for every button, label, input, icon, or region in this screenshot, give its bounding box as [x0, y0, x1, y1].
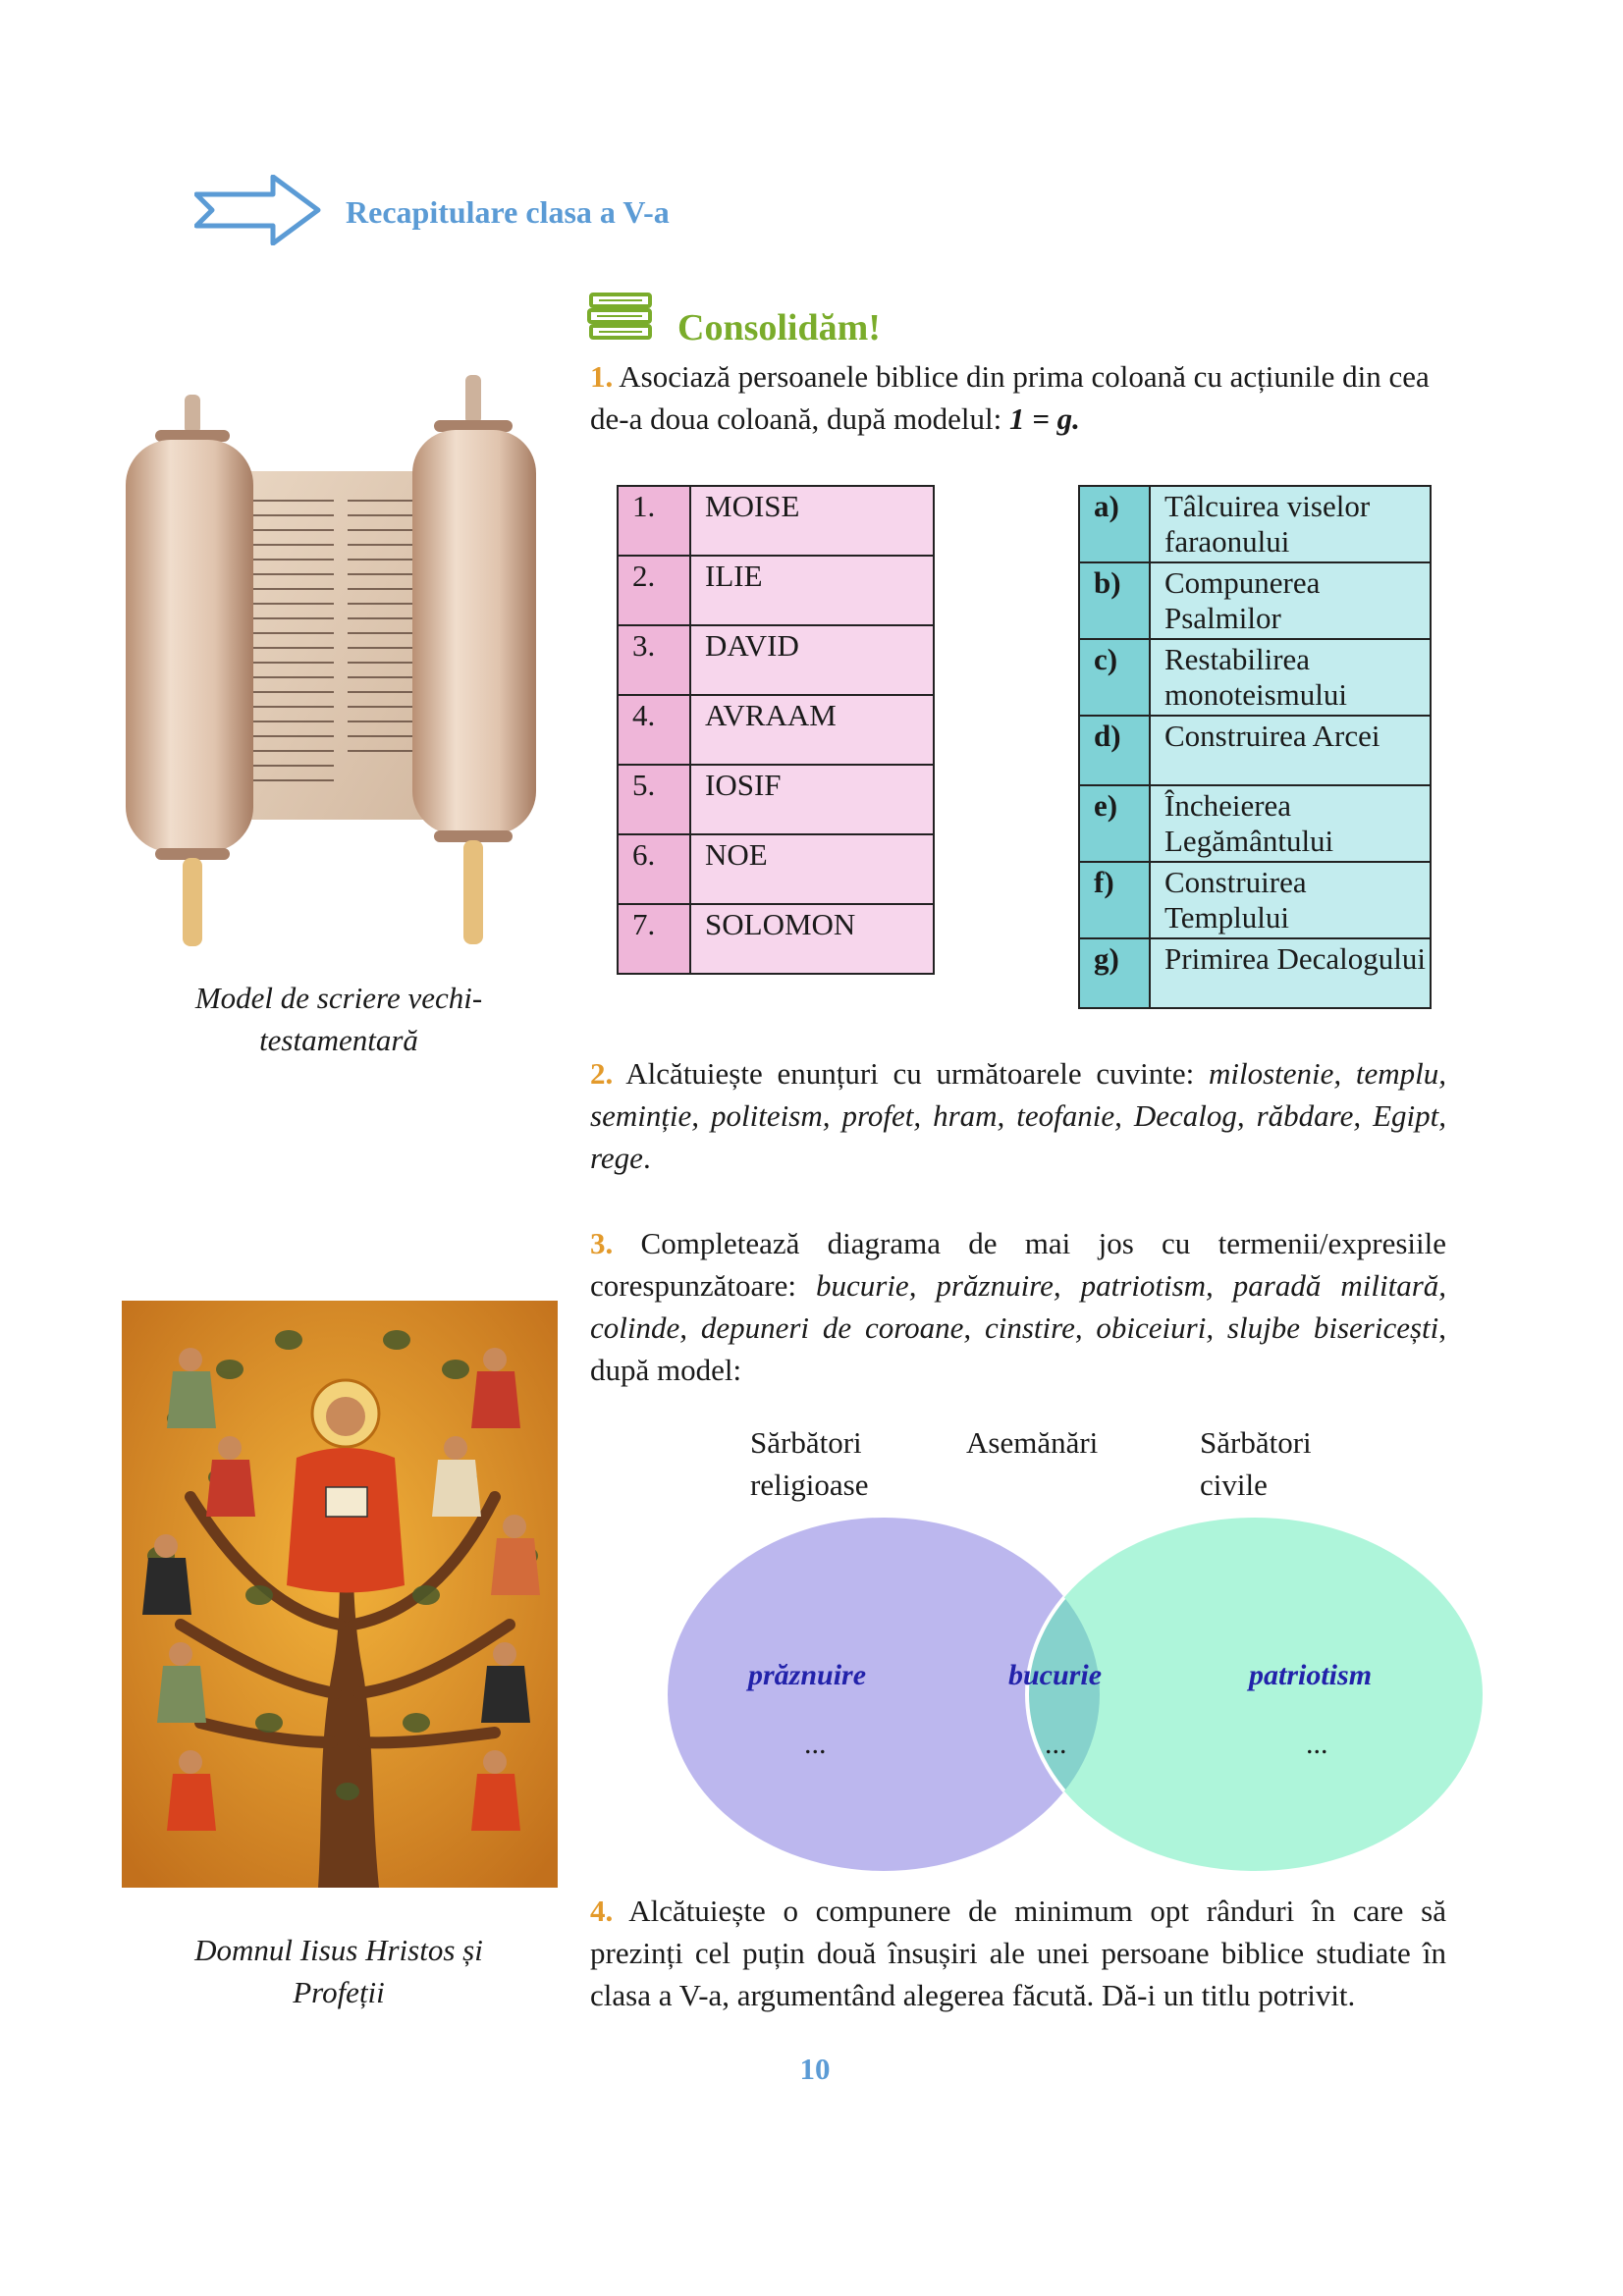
venn-word-civil: patriotism: [1249, 1659, 1373, 1691]
task-4-number: 4.: [590, 1894, 614, 1928]
venn-ellipsis-religious: ...: [804, 1728, 827, 1760]
person-name: IOSIF: [690, 765, 934, 834]
books-icon: [587, 291, 656, 342]
venn-label-civil: Sărbători civile: [1200, 1425, 1312, 1502]
task-1-model: 1 = g.: [1008, 401, 1080, 436]
actions-table: [1078, 485, 1432, 1009]
venn-label-similarities: Asemănări: [966, 1425, 1099, 1460]
table-row: [618, 556, 934, 625]
action-text: Construirea Templului: [1150, 862, 1431, 938]
row-number: 1.: [618, 486, 690, 556]
header-title: Recapitulare clasa a V-a: [346, 194, 670, 230]
action-text: Tâlcuirea viselor faraonului: [1150, 486, 1431, 562]
person-name: ILIE: [690, 556, 934, 625]
table-row: [618, 486, 934, 556]
person-name: AVRAAM: [690, 695, 934, 765]
person-name: DAVID: [690, 625, 934, 695]
row-number: 3.: [618, 625, 690, 695]
row-number: 7.: [618, 904, 690, 974]
table-row: [1079, 486, 1431, 562]
table-row: [1079, 938, 1431, 1008]
row-letter: a): [1079, 486, 1150, 562]
table-row: [618, 904, 934, 974]
venn-word-religious: prăznuire: [748, 1659, 867, 1691]
scroll-caption: Model de scriere vechi-testamentară: [194, 981, 483, 1057]
row-letter: b): [1079, 562, 1150, 639]
task-2-end: .: [642, 1141, 651, 1175]
row-number: 6.: [618, 834, 690, 904]
table-row: [1079, 562, 1431, 639]
task-4: [590, 1890, 1446, 2016]
venn-ellipsis-civil: ...: [1306, 1728, 1328, 1760]
row-number: 5.: [618, 765, 690, 834]
task-4-text: Alcătuiește o compunere de minimum opt rânduri în care să prezinți cel puțin două însușiri ale unei persoane biblice studiate în clasa a V-a, argumentând alegerea făcută. Dă-i un titlu potrivit.: [590, 1894, 1446, 2012]
venn-label-religious: Sărbători religioase: [750, 1425, 869, 1502]
section-title: Consolidăm!: [677, 307, 881, 348]
task-3: [590, 1222, 1446, 1391]
task-3-number: 3.: [590, 1226, 614, 1260]
task-3-words: bucurie, prăznuire, patriotism, paradă militară, colinde, depuneri de coroane, cinstire, obiceiuri, slujbe bisericești: [590, 1268, 1447, 1345]
task-1-text: Asociază persoanele biblice din prima coloană cu acțiunile din cea de-a doua coloană, după modelul:: [590, 359, 1430, 436]
table-row: [1079, 862, 1431, 938]
table-row: [618, 765, 934, 834]
right-arrow-outline-icon: [194, 175, 322, 245]
row-letter: g): [1079, 938, 1150, 1008]
action-text: Construirea Arcei: [1150, 716, 1431, 785]
table-row: [618, 834, 934, 904]
task-2-number: 2.: [590, 1056, 614, 1091]
person-name: NOE: [690, 834, 934, 904]
table-row: [1079, 716, 1431, 785]
task-1: [590, 355, 1446, 440]
persons-table: [617, 485, 935, 975]
person-name: SOLOMON: [690, 904, 934, 974]
row-letter: d): [1079, 716, 1150, 785]
venn-word-similar: bucurie: [1008, 1659, 1103, 1691]
table-row: [1079, 639, 1431, 716]
torah-scroll-image: [118, 373, 550, 952]
task-3-text: Completează diagrama de mai jos cu termenii/expresiile corespunzătoare:: [590, 1226, 1447, 1303]
row-letter: c): [1079, 639, 1150, 716]
page-number: 10: [799, 2052, 831, 2086]
task-2-words: milostenie, templu, seminție, politeism, profet, hram, teofanie, Decalog, răbdare, Egipt, rege: [590, 1056, 1447, 1175]
icon-caption: Domnul Iisus Hristos și Profeții: [194, 1933, 483, 2009]
row-letter: f): [1079, 862, 1150, 938]
action-text: Restabilirea monoteismului: [1150, 639, 1431, 716]
venn-ellipsis-similar: ...: [1045, 1728, 1067, 1760]
christ-and-prophets-icon-image: [122, 1301, 558, 1888]
person-name: MOISE: [690, 486, 934, 556]
row-letter: e): [1079, 785, 1150, 862]
table-row: [618, 695, 934, 765]
row-number: 2.: [618, 556, 690, 625]
action-text: Primirea Decalogului: [1150, 938, 1431, 1008]
task-2: [590, 1052, 1446, 1179]
task-1-number: 1.: [590, 359, 614, 394]
action-text: Compunerea Psalmilor: [1150, 562, 1431, 639]
task-2-text: Alcătuiește enunțuri cu următoarele cuvinte:: [625, 1056, 1195, 1091]
table-row: [618, 625, 934, 695]
action-text: Încheierea Legământului: [1150, 785, 1431, 862]
row-number: 4.: [618, 695, 690, 765]
table-row: [1079, 785, 1431, 862]
task-3-end: , după model:: [590, 1310, 1446, 1387]
